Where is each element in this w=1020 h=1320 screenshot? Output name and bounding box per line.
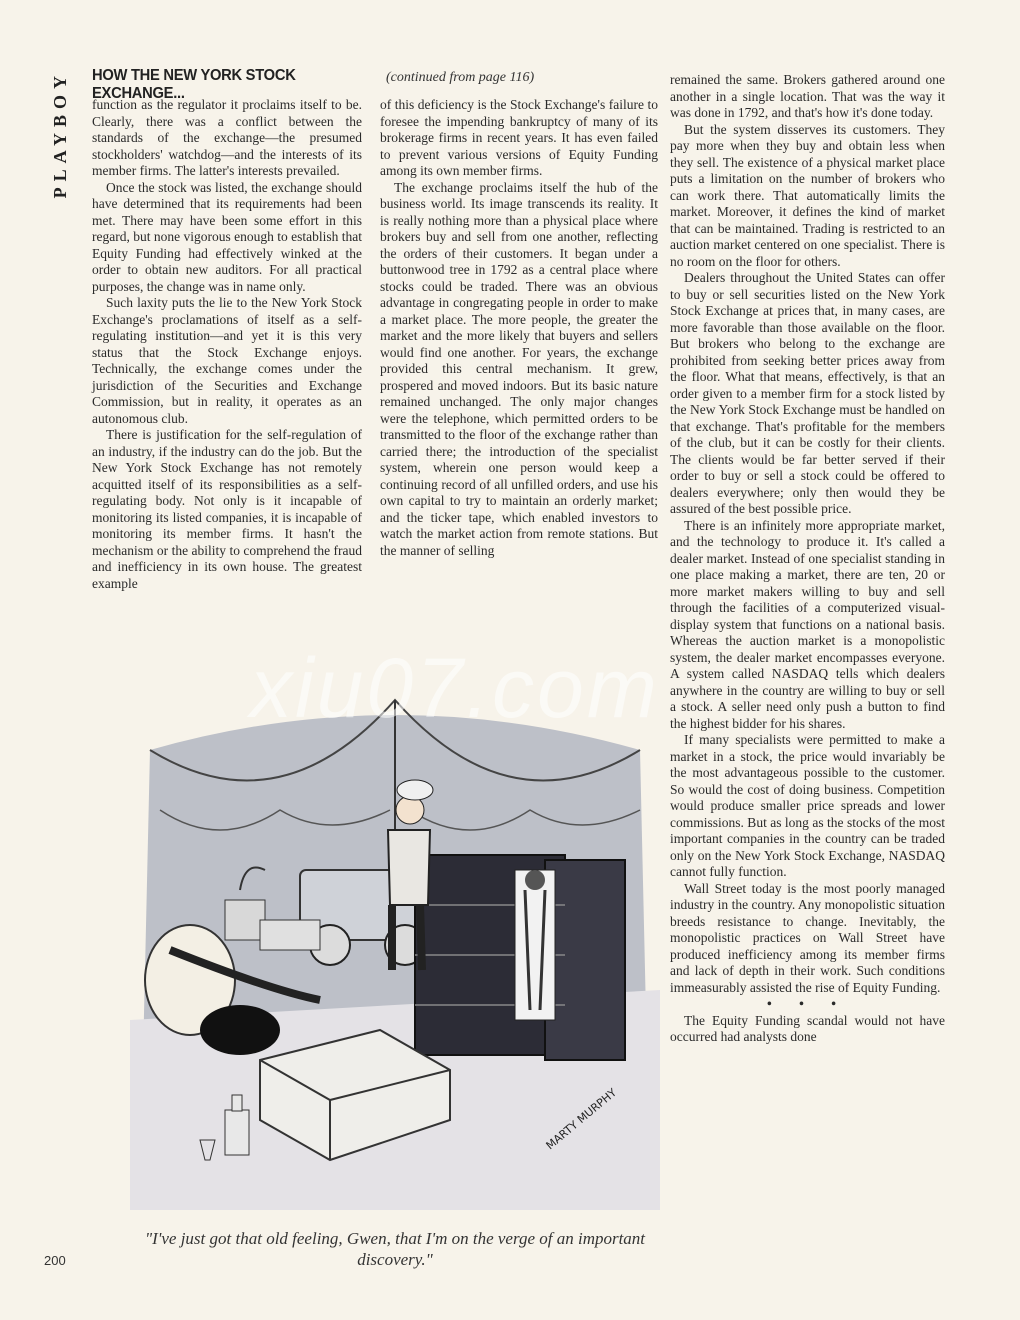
paragraph: If many specialists were permitted to make a market in a stock, the price would invariably be the most advantageous possible to the customer. So would the cost of doing business. Competition would produce smaller price spreads and lower commissions. But as long as the stocks of the most important companies in the country can be traded only on the New York Stock Exchange, NASDAQ cannot fully function. xyxy=(670,732,945,879)
article-headline: HOW THE NEW YORK STOCK EXCHANGE... xyxy=(92,67,296,102)
paragraph: There is an infinitely more appropriate market, and the technology to produce it. It's called a dealer market. Instead of one specialist standing in one place making a market, there are ten, 20 or more market makers willing to buy and sell through the facilities of a computerized visual-display system that functions on a national basis. Whereas the auction market is a monopolistic system, the dealer market encompasses everyone. A system called NASDAQ tells which dealers anywhere in the country are willing to buy or sell a stock. A seller need only push a button to find the highest bidder for his shares. xyxy=(670,517,945,731)
paragraph: function as the regulator it proclaims itself to be. Clearly, there was a conflict between the standards of the exchange—the presumed stockholders' watchdog—and the interests of its member firms. The latter's interests prevailed. xyxy=(92,97,362,178)
cartoon-illustration xyxy=(130,690,660,1210)
section-break: • • • xyxy=(767,996,848,1011)
cartoon-caption: "I've just got that old feeling, Gwen, that I'm on the verge of an important discovery." xyxy=(144,1229,646,1269)
cartoon-signature: MARTY MURPHY xyxy=(543,1086,620,1153)
paragraph: Dealers throughout the United States can offer to buy or sell securities listed on the New York Stock Exchange at prices that, in many cases, are more favorable than those available on the floor. But brokers who belong to the exchange are prohibited from seeking better prices away from the floor. What that means, effectively, is that an order given to a member firm for a stock listed by the New York Stock Exchange must be handled on that exchange. That's profitable for the members of the club, but it can be costly for their clients. The clients would be far better served if their order to buy or sell a stock could be offered to dealers everywhere; only then would they be assured of the best possible price. xyxy=(670,270,945,516)
paragraph: There is justification for the self-regulation of an industry, if the industry can do the job. But the New York Stock Exchange has not remotely acquitted itself of its responsibilities as a self-regulating body. Not only is it incapable of monitoring its listed companies, it is incapable of monitoring its member firms. It hasn't the mechanism or the ability to comprehend the fraud and inefficiency in its own house. The greatest example xyxy=(92,427,362,591)
paragraph: Once the stock was listed, the exchange should have determined that its requirements had been met. There may have been some effort in this regard, but none vigorous enough to establish that Equity Funding had effectively winked at the order to obtain new auditors. For all practical purposes, the change was in name only. xyxy=(92,179,362,294)
text-column-2 xyxy=(380,97,658,559)
text-column-1 xyxy=(92,97,362,592)
text-column-3 xyxy=(670,72,945,1046)
paragraph: But the system disserves its customers. They pay more when they buy and obtain less when they sell. The existence of a physical market place puts a limitation on the number of brokers who can work there. That automatically limits the market. Moreover, it defines the kind of market that can be maintained. Trading is restricted to an auction market centered on one specialist. There is no room on the floor for others. xyxy=(670,121,945,269)
paragraph: remained the same. Brokers gathered around one another in a single location. That was the way it was done in 1792, and that's how it's done today. xyxy=(670,72,945,120)
paragraph: of this deficiency is the Stock Exchange's failure to foresee the impending bankruptcy of many of its brokerage firms in recent years. It has even failed to prevent various versions of Equity Funding among its own member firms. xyxy=(380,97,658,178)
page-number: 200 xyxy=(44,1253,66,1268)
watermark: xiu07.com xyxy=(250,641,660,735)
paragraph: Wall Street today is the most poorly managed industry in the country. Any monopolistic situation breeds resistance to change. Inevitably, the monopolistic practices on Wall Street have produced inefficiency among its member firms and lack of depth in their work. Such conditions immeasurably assisted the rise of Equity Funding. xyxy=(670,880,945,995)
continued-note: (continued from page 116) xyxy=(386,70,535,85)
paragraph: The exchange proclaims itself the hub of the business world. Its image transcends its reality. It is really nothing more than a physical place where brokers buy and sell from one another, reflecting the orders of their customers. It began under a buttonwood tree in 1792 as a central place where stocks could be traded. There was an obvious advantage in congregating people in order to make a market place. The more people, the greater the market and the more likely that buyers and sellers would find one another. For years, the exchange provided this central mechanism. It grew, prospered and moved indoors. But its basic nature remained unchanged. The only major changes were the telephone, which permitted orders to be transmitted to the floor of the exchange rather than carried there; the introduction of the specialist system, wherein one person would keep a continuing record of all unfilled orders, and use his own capital to try to maintain an orderly market; and the ticker tape, which enabled investors to watch the market action from remote stations. But the manner of selling xyxy=(380,179,658,558)
paragraph: The Equity Funding scandal would not have occurred had analysts done xyxy=(670,1012,945,1044)
paragraph: Such laxity puts the lie to the New York Stock Exchange's proclamations of itself as a self-regulating institution—and yet it is this very status that the Stock Exchange enjoys. Technically, the exchange comes under the jurisdiction of the Securities and Exchange Commission, but in reality, it operates as an autonomous club. xyxy=(92,295,362,426)
magazine-name: PLAYBOY xyxy=(50,70,70,199)
